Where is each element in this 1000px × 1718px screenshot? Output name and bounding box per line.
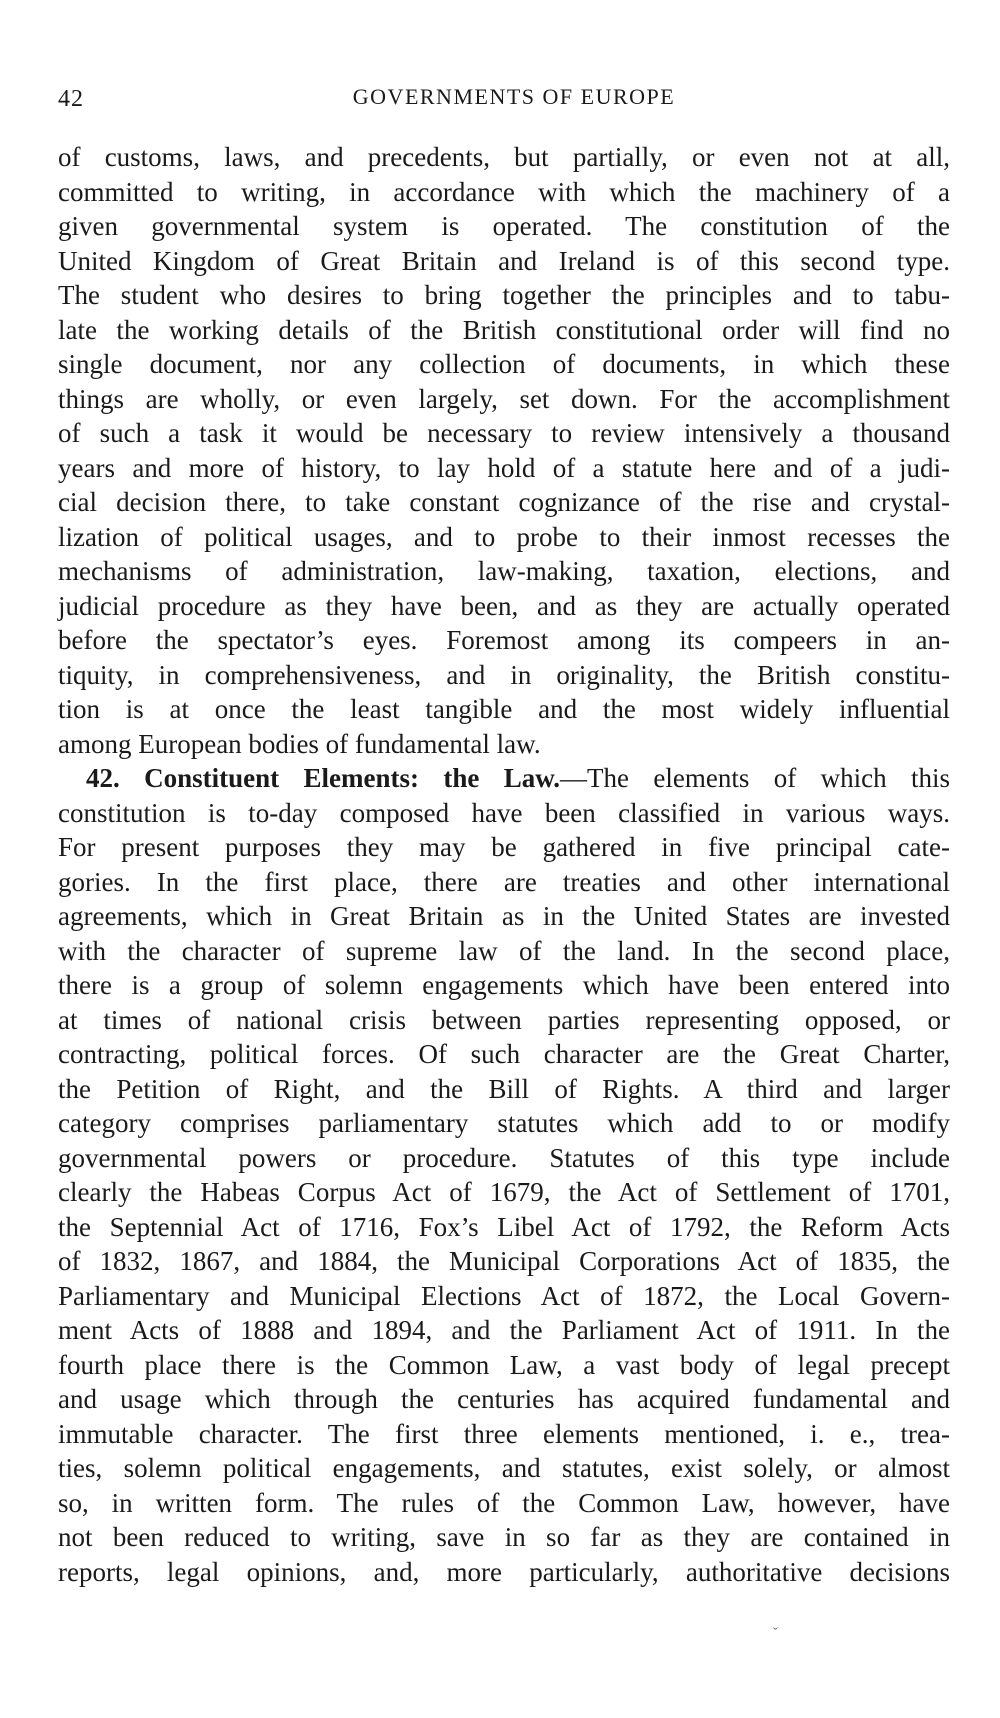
text-line: United Kingdom of Great Britain and Ireland is of this second type. bbox=[58, 245, 950, 276]
text-line: gories. In the first place, there are treaties and other international bbox=[58, 866, 950, 897]
text-line: committed to writing, in accordance with which the machinery of a bbox=[58, 176, 950, 207]
section-first-line bbox=[58, 761, 950, 796]
text-line: tiquity, in comprehensiveness, and in originality, the British constitu- bbox=[58, 659, 950, 690]
text-line: among European bodies of fundamental law. bbox=[58, 728, 541, 759]
text-line: immutable character. The first three elements mentioned, i. e., trea- bbox=[58, 1418, 950, 1449]
text-line: The student who desires to bring together the principles and to tabu- bbox=[58, 280, 950, 310]
text-line: late the working details of the British constitutional order will find no bbox=[58, 314, 950, 345]
text-line: there is a group of solemn engagements which have been entered into bbox=[58, 970, 950, 1000]
text-line: clearly the Habeas Corpus Act of 1679, the Act of Settlement of 1701, bbox=[58, 1177, 950, 1207]
text-line: lization of political usages, and to probe to their inmost recesses the bbox=[58, 521, 950, 552]
body-text bbox=[58, 140, 950, 1589]
text-line: judicial procedure as they have been, and as they are actually operated bbox=[58, 590, 950, 621]
text-line: of 1832, 1867, and 1884, the Municipal Corporations Act of 1835, the bbox=[58, 1246, 950, 1276]
text-line: of such a task it would be necessary to review intensively a thousand bbox=[58, 418, 950, 448]
text-line: things are wholly, or even largely, set down. For the accomplishment bbox=[58, 383, 950, 414]
text-line: ties, solemn political engagements, and statutes, exist solely, or almost bbox=[58, 1453, 950, 1483]
paragraph-continued bbox=[58, 140, 950, 761]
text-line: Parliamentary and Municipal Elections Act of 1872, the Local Govern- bbox=[58, 1280, 950, 1311]
text-line: the Petition of Right, and the Bill of Rights. A third and larger bbox=[58, 1073, 950, 1104]
text-line: at times of national crisis between parties representing opposed, or bbox=[58, 1004, 950, 1035]
section-heading: 42. Constituent Elements: the Law. bbox=[86, 763, 561, 793]
text-line: and usage which through the centuries has acquired fundamental and bbox=[58, 1384, 950, 1414]
text-line: reports, legal opinions, and, more particularly, authoritative decisions bbox=[58, 1556, 950, 1587]
text-line: not been reduced to writing, save in so far as they are contained in bbox=[58, 1522, 950, 1552]
text-line: constitution is to-day composed have been classified in various ways. bbox=[58, 797, 950, 828]
section-first-line-text: —The elements of which this bbox=[560, 763, 950, 793]
text-line: given governmental system is operated. The constitution of the bbox=[58, 211, 950, 241]
text-line: For present purposes they may be gathered in five principal cate- bbox=[58, 832, 950, 862]
text-line: tion is at once the least tangible and the most widely influential bbox=[58, 694, 950, 724]
text-line: governmental powers or procedure. Statutes of this type include bbox=[58, 1142, 950, 1173]
text-line: fourth place there is the Common Law, a vast body of legal precept bbox=[58, 1349, 950, 1380]
text-line: years and more of history, to lay hold of a statute here and of a judi- bbox=[58, 452, 950, 483]
running-head bbox=[58, 80, 950, 112]
text-line: ment Acts of 1888 and 1894, and the Parliament Act of 1911. In the bbox=[58, 1315, 950, 1345]
text-line: with the character of supreme law of the land. In the second place, bbox=[58, 935, 950, 966]
text-line: cial decision there, to take constant cognizance of the rise and crystal- bbox=[58, 487, 950, 517]
text-line: agreements, which in Great Britain as in the United States are invested bbox=[58, 901, 950, 931]
text-line: mechanisms of administration, law-making, taxation, elections, and bbox=[58, 556, 950, 586]
text-line: before the spectator’s eyes. Foremost among its compeers in an- bbox=[58, 625, 950, 655]
section-42-paragraph bbox=[58, 761, 950, 1589]
running-title: GOVERNMENTS OF EUROPE bbox=[352, 84, 676, 109]
ink-speck: ˇ bbox=[773, 1626, 778, 1641]
text-line: of customs, laws, and precedents, but partially, or even not at all, bbox=[58, 142, 950, 172]
text-line: single document, nor any collection of documents, in which these bbox=[58, 349, 950, 379]
page-number: 42 bbox=[58, 86, 84, 112]
text-line: so, in written form. The rules of the Common Law, however, have bbox=[58, 1487, 950, 1518]
text-line: category comprises parliamentary statutes which add to or modify bbox=[58, 1108, 950, 1138]
text-line: the Septennial Act of 1716, Fox’s Libel Act of 1792, the Reform Acts bbox=[58, 1211, 950, 1242]
text-line: contracting, political forces. Of such character are the Great Charter, bbox=[58, 1039, 950, 1069]
